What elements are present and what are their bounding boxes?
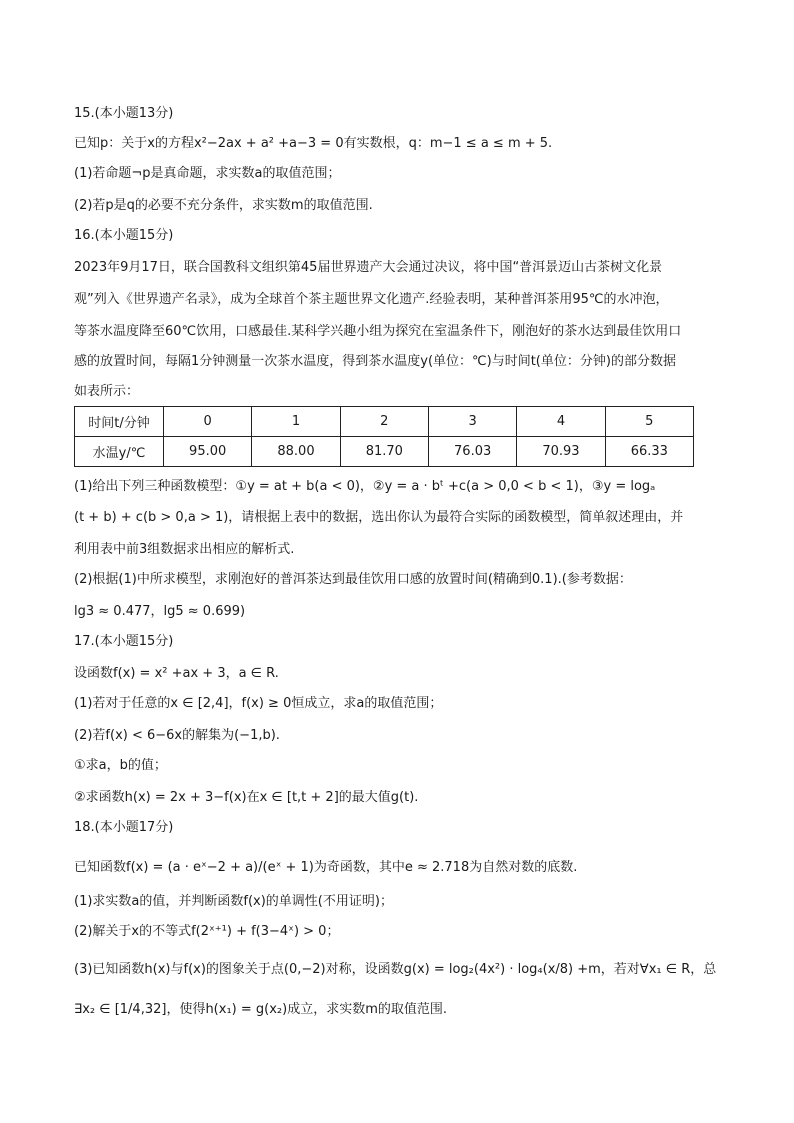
q18-part1: (1)求实数a的值，并判断函数f(x)的单调性(不用证明)；	[74, 894, 393, 909]
table-row-time	[75, 407, 694, 437]
q18-stem: 已知函数f(x) = (a · eˣ−2 + a)/(eˣ + 1)为奇函数，其中e ≈ 2.718为自然对数的底数.	[74, 860, 578, 875]
q16-part2-line2: lg3 ≈ 0.477，lg5 ≈ 0.699)	[74, 604, 246, 619]
table-cell: 2	[340, 407, 428, 437]
table-row-temp	[75, 437, 694, 467]
q17-part1: (1)若对于任意的x ∈ [2,4]，f(x) ≥ 0恒成立，求a的取值范围；	[74, 696, 443, 711]
q18-part2: (2)解关于x的不等式f(2ˣ⁺¹) + f(3−4ˣ) > 0；	[74, 924, 340, 939]
q17-stem: 设函数f(x) = x² +ax + 3，a ∈ R.	[74, 666, 279, 681]
table-cell: 88.00	[252, 437, 340, 467]
table-cell: 95.00	[164, 437, 252, 467]
q17-sub1: ①求a，b的值；	[74, 758, 167, 773]
q16-part1-line1: (1)给出下列三种函数模型：①y = at + b(a < 0)，②y = a · bᵗ +c(a > 0,0 < b < 1)，③y = logₐ	[74, 479, 656, 494]
q15-stem: 已知p：关于x的方程x²−2ax + a² +a−3 = 0有实数根，q：m−1 ≤ a ≤ m + 5.	[74, 136, 553, 151]
q16-para4: 感的放置时间，每隔1分钟测量一次茶水温度，得到茶水温度y(单位：℃)与时间t(单位：分钟)的部分数据	[74, 354, 676, 369]
q16-part1-line2: (t + b) + c(b > 0,a > 1)，请根据上表中的数据，选出你认为最符合实际的函数模型，简单叙述理由，并	[74, 510, 684, 525]
q17-part2: (2)若f(x) < 6−6x的解集为(−1,b).	[74, 728, 280, 743]
q15-heading: 15.(本小题13分)	[74, 106, 174, 121]
table-cell: 5	[605, 407, 693, 437]
q16-heading: 16.(本小题15分)	[74, 228, 174, 243]
table-cell: 0	[164, 407, 252, 437]
table-cell: 4	[517, 407, 605, 437]
q15-part2: (2)若p是q的必要不充分条件，求实数m的取值范围.	[74, 198, 373, 213]
table-header-time: 时间t/分钟	[75, 407, 164, 437]
q16-para2: 观”列入《世界遗产名录》，成为全球首个茶主题世界文化遗产.经验表明，某种普洱茶用95℃的水冲泡，	[74, 292, 669, 307]
table-header-temp: 水温y/℃	[75, 437, 164, 467]
table-cell: 3	[428, 407, 516, 437]
q15-part1: (1)若命题¬p是真命题，求实数a的取值范围；	[74, 166, 341, 181]
table-cell: 81.70	[340, 437, 428, 467]
q17-sub2: ②求函数h(x) = 2x + 3−f(x)在x ∈ [t,t + 2]的最大值g(t).	[74, 790, 419, 805]
table-cell: 1	[252, 407, 340, 437]
q18-part3-line2: ∃x₂ ∈ [1/4,32]，使得h(x₁) = g(x₂)成立，求实数m的取值范围.	[74, 1002, 447, 1017]
table-cell: 76.03	[428, 437, 516, 467]
q16-para3: 等茶水温度降至60℃饮用，口感最佳.某科学兴趣小组为探究在室温条件下，刚泡好的茶水达到最佳饮用口	[74, 324, 682, 339]
q16-para5: 如表所示：	[74, 384, 140, 399]
q16-part2-line1: (2)根据(1)中所求模型，求刚泡好的普洱茶达到最佳饮用口感的放置时间(精确到0.1).(参考数据：	[74, 572, 632, 587]
q18-heading: 18.(本小题17分)	[74, 820, 174, 835]
q16-para1: 2023年9月17日，联合国教科文组织第45届世界遗产大会通过决议，将中国“普洱景迈山古茶树文化景	[74, 260, 663, 275]
table-cell: 66.33	[605, 437, 693, 467]
table-cell: 70.93	[517, 437, 605, 467]
q18-part3-line1: (3)已知函数h(x)与f(x)的图象关于点(0,−2)对称，设函数g(x) = log₂(4x²) · log₄(x/8) +m，若对∀x₁ ∈ R，总	[74, 962, 717, 977]
q17-heading: 17.(本小题15分)	[74, 634, 174, 649]
temperature-table	[74, 406, 694, 467]
q16-part1-line3: 利用表中前3组数据求出相应的解析式.	[74, 542, 295, 557]
